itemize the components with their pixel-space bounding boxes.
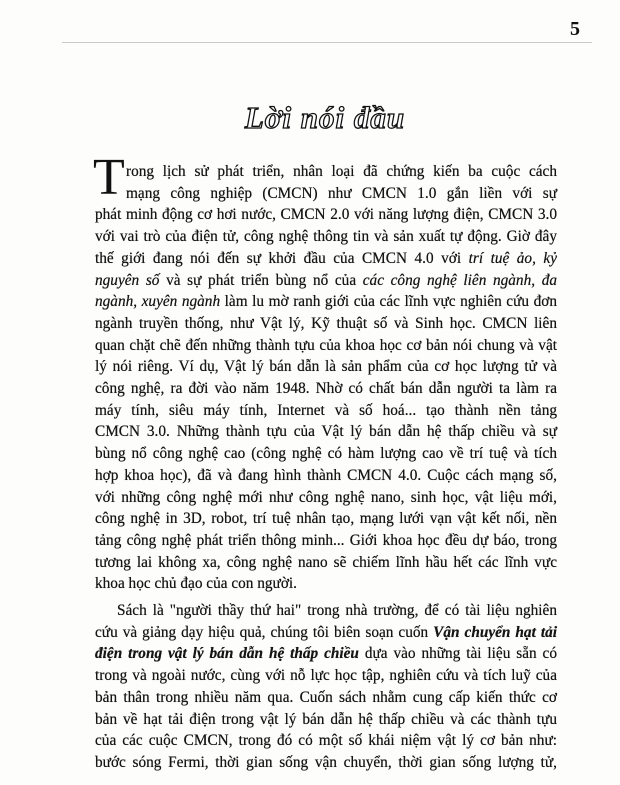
page-title: Lời nói đầu [244, 100, 406, 135]
text-segment: CMCN 3.0. Những thành tựu của Vật lý bán dẫn hệ thấp chiều và sự [95, 423, 557, 441]
text-line [95, 314, 557, 334]
text-line [95, 644, 557, 664]
text-line [95, 205, 557, 225]
text-segment: lý nói riêng. Ví dụ, Vật lý bán dẫn là sản phẩm của cơ học lượng tử và [95, 358, 557, 376]
text-segment: bản thân trong nhiều năm qua. Cuốn sách nhằm cung cấp kiến thức cơ [95, 688, 557, 706]
text-line [95, 531, 557, 551]
emphasis-text: nguyên số [95, 271, 160, 289]
emphasis-text: điện trong vật lý bán dẫn hệ thấp chiều [95, 645, 359, 663]
text-line [95, 601, 557, 621]
text-segment: phát minh động cơ hơi nước, CMCN 2.0 với năng lượng điện, CMCN 3.0 [95, 206, 557, 224]
text-segment: thế giới đang nói đến sự khởi đầu của CMCN 4.0 với [95, 249, 469, 267]
text-line [126, 184, 557, 204]
text-segment: quan chặt chẽ đến những thành tựu của khoa học cơ bản nói chung và vật [95, 336, 557, 354]
drop-cap: T [93, 149, 125, 206]
emphasis-text: trí tuệ ảo, kỷ [468, 249, 557, 267]
text-segment: tương lai không xa, công nghệ nano sẽ chiếm lĩnh hầu hết các lĩnh vực [95, 553, 557, 571]
text-line [95, 292, 557, 312]
text-line [95, 422, 557, 442]
emphasis-text: các công nghệ liên ngành, đa [362, 271, 557, 289]
text-segment: trong và ngoài nước, cùng với nỗ lực học tập, nghiên cứu và tích luỹ của [95, 667, 557, 685]
text-line [95, 710, 557, 730]
text-segment: dựa vào những tài liệu sẵn có [358, 645, 557, 663]
text-line [95, 731, 557, 751]
text-line [95, 488, 557, 508]
text-segment: công nghệ in 3D, robot, trí tuệ nhân tạo, mạng lưới vạn vật kết nối, nền [95, 510, 557, 528]
text-line [95, 379, 557, 399]
text-line [95, 553, 557, 573]
text-segment: khoa học chủ đạo của con người. [95, 575, 298, 593]
text-line [95, 271, 557, 291]
text-line [95, 666, 557, 686]
text-segment: với vai trò của điện tử, công nghệ thông tin và sản xuất tự động. Giờ đây [95, 228, 557, 246]
text-segment: Sách là "người thầy thứ hai" trong nhà trường, để có tài liệu nghiên [117, 602, 557, 619]
text-segment: máy tính, siêu máy tính, Internet và số hoá... tạo thành nền tảng [95, 401, 557, 419]
text-line [95, 357, 557, 377]
text-line [95, 574, 557, 594]
text-segment: cứu và giảng dạy hiệu quả, chúng tôi biên soạn cuốn [95, 623, 434, 641]
text-line [95, 444, 557, 464]
text-line [126, 162, 557, 182]
text-line [95, 466, 557, 486]
text-line [95, 753, 557, 773]
text-segment: bùng nổ công nghệ cao (công nghệ có hàm lượng cao về trí tuệ và tích [95, 445, 557, 463]
emphasis-text: Vận chuyển hạt tải [433, 623, 557, 641]
text-segment: với những công nghệ mới như công nghệ nano, sinh học, vật liệu mới, [95, 488, 557, 506]
text-line [95, 249, 557, 269]
text-segment: bản về hạt tải điện trong vật lý bán dẫn hệ thấp chiều và các thành tựu [95, 710, 557, 728]
header-rule [62, 42, 592, 43]
text-segment: của các cuộc CMCN, trong đó có một số khái niệm vật lý cơ bản như: [95, 732, 557, 750]
emphasis-text: ngành, xuyên ngành [95, 293, 221, 311]
text-segment: công nghệ, ra đời vào năm 1948. Nhờ có chất bán dẫn người ta làm ra [95, 380, 557, 397]
text-segment: làm lu mờ ranh giới của các lĩnh vực nghiên cứu đơn [220, 293, 557, 311]
text-segment: rong lịch sử phát triển, nhân loại đã chứng kiến ba cuộc cách [126, 163, 557, 180]
text-segment: mạng công nghiệp (CMCN) như CMCN 1.0 gắn liền với sự [126, 184, 557, 202]
page-number: 5 [570, 18, 580, 40]
text-line [95, 509, 557, 529]
text-segment: hợp khoa học), đã và đang hình thành CMCN 4.0. Cuộc cách mạng số, [95, 466, 557, 484]
text-line [95, 623, 557, 643]
text-line [95, 688, 557, 708]
text-line [95, 227, 557, 247]
text-segment: và sự phát triển bùng nổ của [159, 271, 363, 289]
text-line [95, 336, 557, 356]
text-segment: bước sóng Fermi, thời gian sống vận chuyển, thời gian sống lượng tử, [95, 753, 557, 771]
text-segment: tảng công nghệ phát triển thông minh... Giới khoa học đều dự báo, trong [95, 531, 557, 549]
text-segment: ngành truyền thống, như Vật lý, Kỹ thuật số và Sinh học. CMCN liên [95, 314, 557, 332]
text-line [95, 401, 557, 421]
